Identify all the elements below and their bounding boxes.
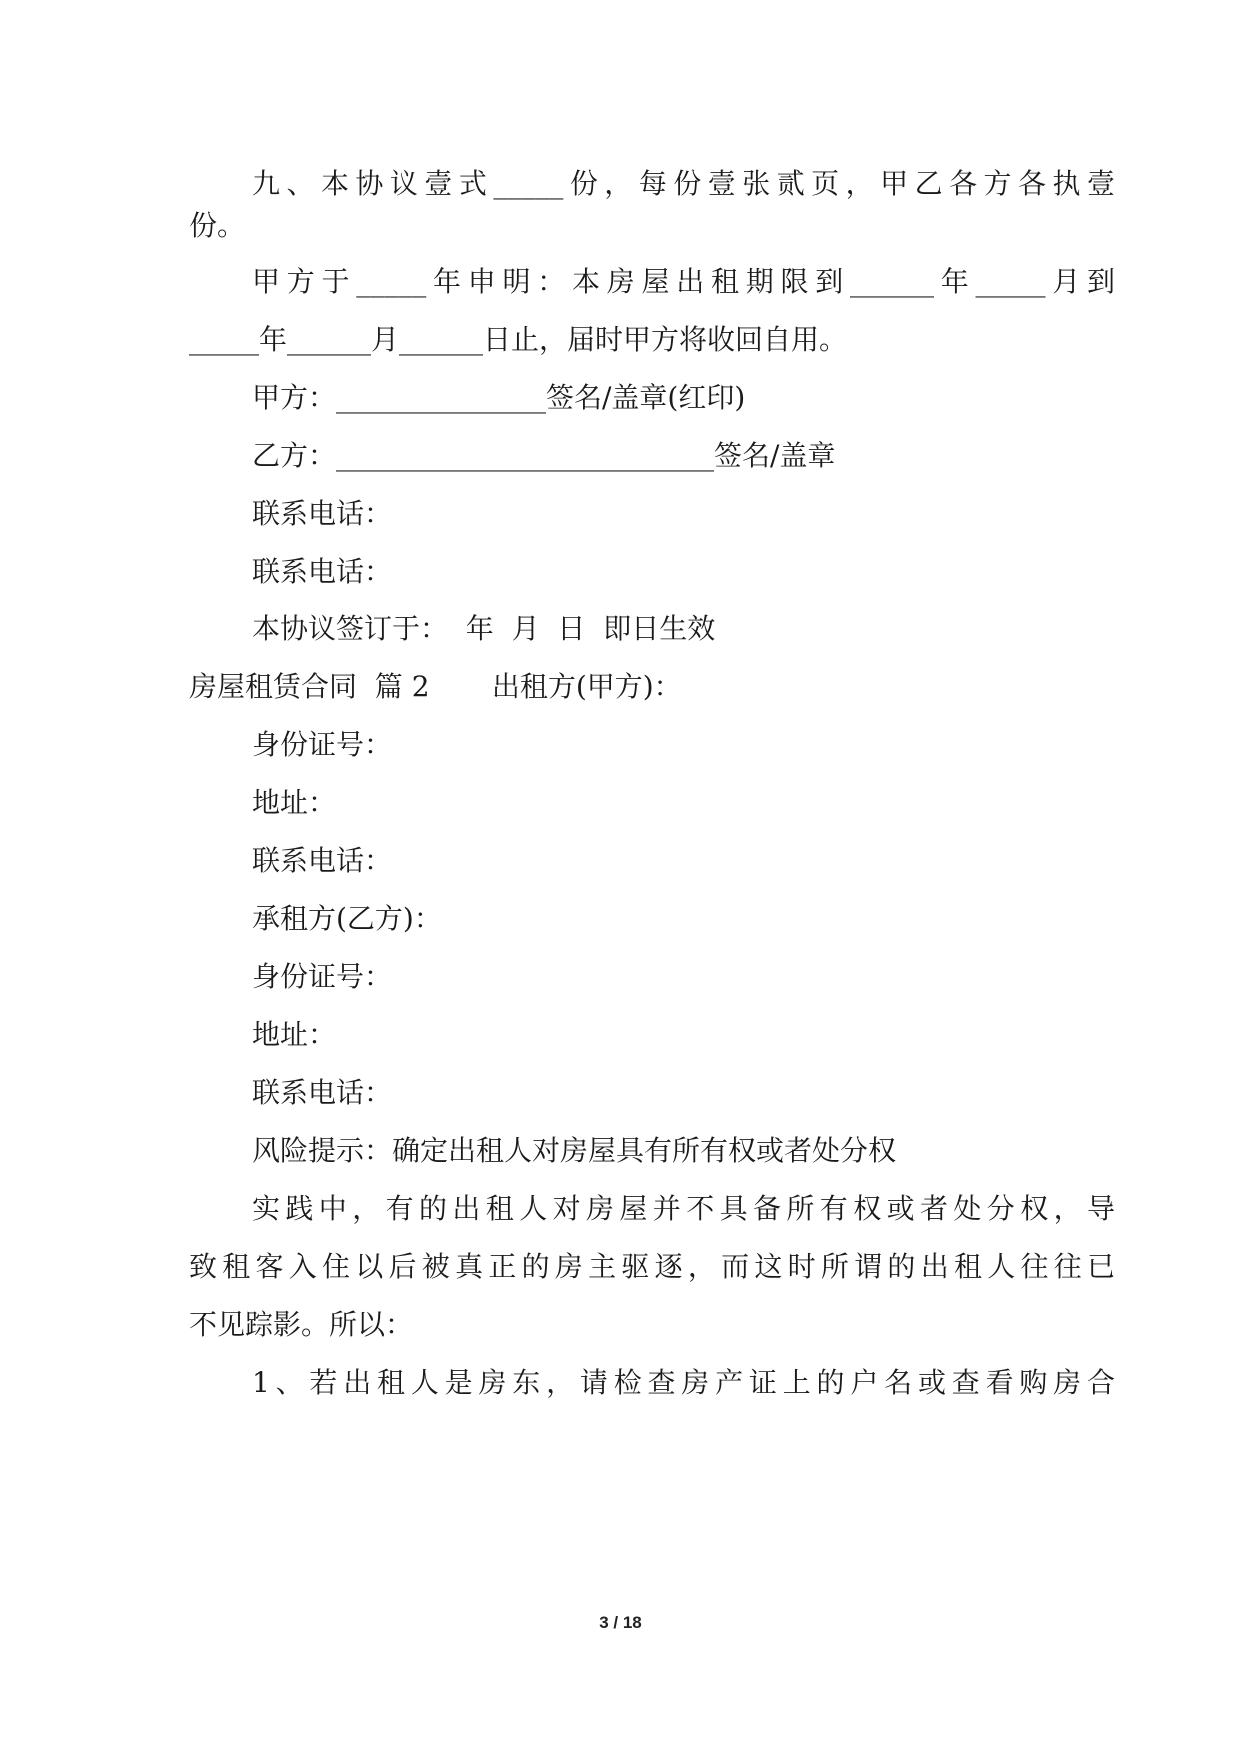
page-number: 3 / 18 — [599, 1613, 642, 1632]
party-a-signature-line: 甲方：_______________签名/盖章(红印) — [252, 381, 746, 414]
risk-item-one-line: 1、若出租人是房东，请检查房产证上的户名或查看购房合 — [252, 1366, 1115, 1399]
lease-term-line-1: 甲方于_____年申明：本房屋出租期限到______年_____月到 — [252, 265, 1115, 298]
clause-nine-line-2: 份。 — [189, 209, 246, 242]
risk-paragraph-line-3: 不见踪影。所以： — [189, 1308, 414, 1341]
risk-paragraph-line-1: 实践中，有的出租人对房屋并不具备所有权或者处分权，导 — [252, 1192, 1115, 1225]
lessee-heading-line: 承租方(乙方)： — [252, 902, 442, 935]
signing-date-line: 本协议签订于： 年 月 日 即日生效 — [252, 612, 716, 645]
lessor-phone-line: 联系电话： — [252, 844, 393, 877]
contract-section-heading: 房屋租赁合同 篇 2 出租方(甲方)： — [189, 670, 682, 703]
risk-notice-heading: 风险提示：确定出租人对房屋具有所有权或者处分权 — [252, 1134, 897, 1167]
contact-phone-line: 联系电话： — [252, 497, 393, 530]
lease-term-line-2: _____年______月______日止，届时甲方将收回自用。 — [189, 323, 848, 356]
clause-nine-line-1: 九、本协议壹式_____份，每份壹张贰页，甲乙各方各执壹 — [252, 167, 1115, 200]
lessee-phone-line: 联系电话： — [252, 1076, 393, 1109]
risk-paragraph-line-2: 致租客入住以后被真正的房主驱逐，而这时所谓的出租人往往已 — [189, 1250, 1115, 1283]
contact-phone-line: 联系电话： — [252, 555, 393, 588]
lessee-id-line: 身份证号： — [252, 960, 393, 993]
lessee-address-line: 地址： — [252, 1018, 337, 1051]
lessor-address-line: 地址： — [252, 786, 337, 819]
lessor-id-line: 身份证号： — [252, 728, 393, 761]
party-b-signature-line: 乙方：___________________________签名/盖章 — [252, 439, 836, 472]
